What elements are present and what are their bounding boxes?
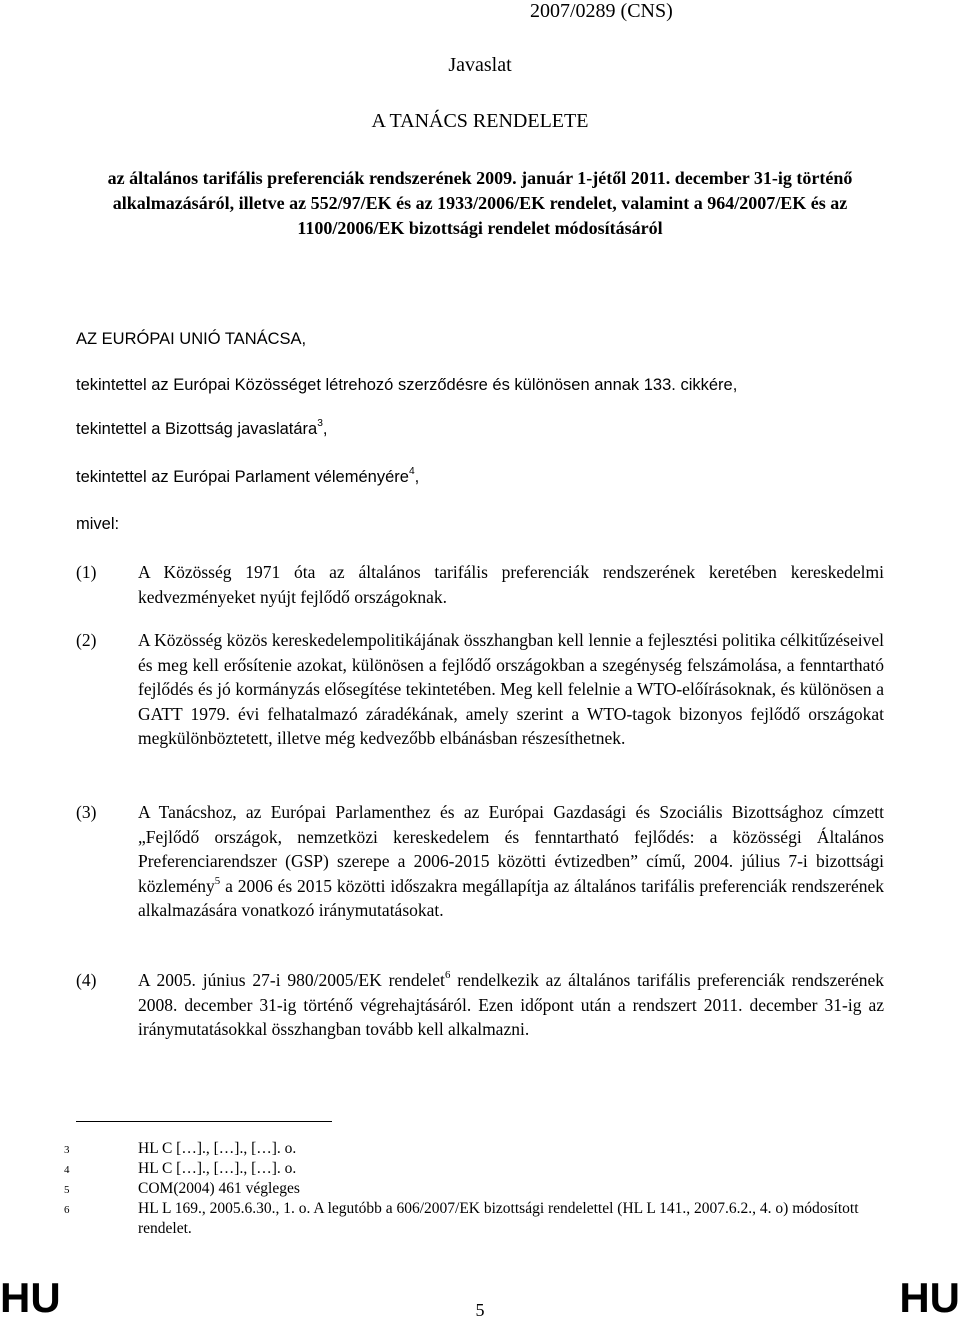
footnote-ref-5: 5 [214,874,221,887]
footnote-3 [64,1139,884,1159]
footnote-5 [64,1179,884,1199]
footnote-number: 3 [64,1144,70,1156]
recital-text: A Közösség 1971 óta az általános tarifális preferenciák rendszerének keretében kereskedelmi kedvezményeket nyújt fejlődő országoknak. [138,562,884,607]
footnote-ref-6: 6 [444,969,451,982]
document-type: Javaslat [448,54,512,76]
footnote-number: 5 [64,1184,70,1196]
recital-text-part-b: a 2006 és 2015 közötti időszakra megállapítja az általános tarifális preferenciák rendszerének alkalmazására vonatkozó iránymutatásokat. [138,875,884,920]
recital-text-part-a: A 2005. június 27-i 980/2005/EK rendelet [138,970,445,990]
footer-language-right: HU [899,1274,960,1321]
document-subject: az általános tarifális preferenciák rendszerének 2009. január 1-jétől 2011. december 31-ig történő alkalmazásáról, illetve az 552/97/EK és az 1933/2006/EK rendelet, valamint a 964/2007/EK és az 1100/2006/EK bizottsági rendelet módosításáról [107,168,853,238]
footnote-ref-4: 4 [408,466,415,478]
footnote-text: COM(2004) 461 végleges [138,1180,300,1197]
council-heading: AZ EURÓPAI UNIÓ TANÁCSA, [76,330,307,348]
footnote-ref-3: 3 [317,418,323,430]
footnote-separator [76,1121,332,1122]
citation-parliament-end: , [414,468,420,486]
recital-4 [76,968,884,1042]
footnote-6 [64,1199,884,1239]
footnote-4 [64,1159,884,1179]
recital-text [138,800,884,923]
document-reference: 2007/0289 (CNS) [530,0,673,22]
recital-3 [76,800,884,923]
footnote-text: HL C […]., […]., […]. o. [138,1140,297,1157]
footnote-number: 4 [64,1164,70,1176]
footer-language-left: HU [0,1274,61,1321]
document-title: A TANÁCS RENDELETE [371,110,589,132]
citation-parliament-text: tekintettel az Európai Parlament véleményére [76,468,409,486]
citation-parliament [76,468,419,487]
footnote-number: 6 [64,1204,70,1216]
citation-commission-end: , [322,420,328,438]
whereas-label: mivel: [76,515,120,533]
citation-commission-text: tekintettel a Bizottság javaslatára [76,420,318,438]
recital-number: (3) [76,802,97,822]
recital-number: (1) [76,562,97,582]
recital-text [138,968,884,1042]
recital-text-part-b: rendelkezik az általános tarifális preferenciák rendszerének 2008. december 31-ig történő végrehajtásáról. Ezen időpont után a rendszert 2011. december 31-ig az iránymutatásokkal összhangban tovább kell alkalmazni. [138,970,884,1039]
recital-1 [76,560,884,609]
recital-2 [76,628,884,751]
citation-treaty: tekintettel az Európai Közösséget létrehozó szerződésre és különösen annak 133. cikkére, [76,376,738,394]
recital-text: A Közösség közös kereskedelempolitikájának összhangban kell lennie a fejlesztési politika célkitűzéseivel és meg kell erősítenie azokat, különösen a fejlődő országokban a szegénység felszámolása, a fenntartható fejlődés és jó kormányzás elősegítése tekintetében. Meg kell felelnie a WTO-előírásoknak, és különösen a GATT 1979. évi felhatalmazó záradékának, amely szerint a WTO-tagok bizonyos fejlődő országokat megkülönböztetett, illetve még kedvezőbb elbánásban részesíthetnek. [138,630,884,748]
footnote-text: HL L 169., 2005.6.30., 1. o. A legutóbb a 606/2007/EK bizottsági rendelettel (HL L 141., 2007.6.2., 4. o) módosított rendelet. [138,1200,859,1237]
recital-text-part-a: A Tanácshoz, az Európai Parlamenthez és az Európai Gazdasági és Szociális Bizottsághoz címzett „Fejlődő országok, nemzetközi kereskedelem és fenntartható fejlődés: a közösségi Általános Preferenciarendszer (GSP) szerepe a 2006-2015 közötti évtizedben” című, 2004. július 7-i bizottsági közlemény [138,802,884,896]
citation-commission [76,420,328,439]
page-number: 5 [475,1300,485,1320]
footnotes [64,1139,884,1239]
recital-number: (4) [76,970,97,990]
footnote-text: HL C […]., […]., […]. o. [138,1160,297,1177]
recital-number: (2) [76,630,97,650]
